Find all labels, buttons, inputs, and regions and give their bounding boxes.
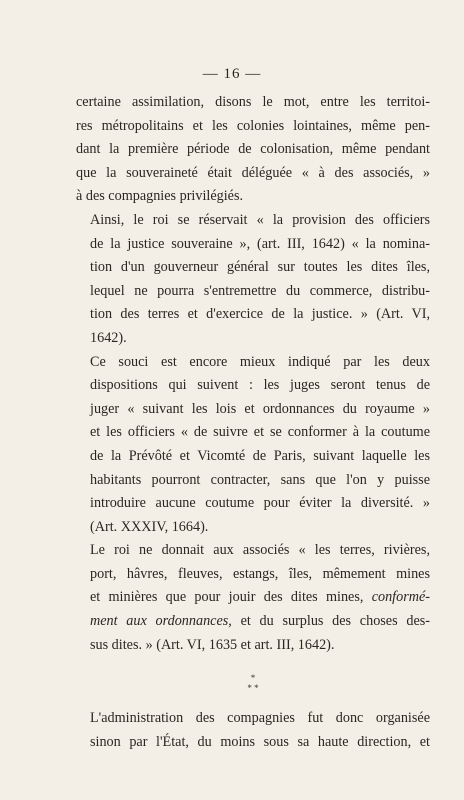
text-line: et les officiers « de suivre et se conformer à la coutume [90,424,430,441]
paragraph-1 [76,91,430,209]
text-line: sinon par l'État, du moins sous sa haute direction, et [90,733,430,750]
text-line: juger « suivant les lois et ordonnances du royaume » [90,400,430,417]
text-line: habitants pourront contracter, sans que l'on y puisse [90,471,430,488]
text-line: Ainsi, le roi se réservait « la provision des officiers [90,211,430,228]
text-line: Ce souci est encore mieux indiqué par les deux [90,353,430,370]
paragraph-3 [76,351,430,540]
text-line: dispositions qui suivent : les juges seront tenus de [90,377,430,394]
text-line: L'administration des compagnies fut donc organisée [90,710,430,727]
paragraph-2 [76,209,430,351]
separator-stars: * * [247,683,259,694]
page-number: — 16 — [202,66,262,82]
text-line: tion des terres et d'exercice de la justice. » (Art. VI, [90,306,430,323]
paragraph-4 [76,539,430,657]
text-line: tion d'un gouverneur général sur toutes les dites îles, [90,259,430,276]
text-line [76,610,430,634]
text-line: de la Prévôté et Vicomté de Paris, suivant laquelle les [90,447,430,464]
text-line: res métropolitains et les colonies lointaines, même pen- [76,117,430,134]
text-line: sus dites. » (Art. VI, 1635 et art. III, 1642). [90,636,335,653]
paragraph-5 [76,707,430,754]
text-fragment: et du surplus des choses des- [231,613,430,630]
text-line: Le roi ne donnait aux associés « les terres, rivières, [90,542,430,559]
text-line: certaine assimilation, disons le mot, entre les territoi- [76,94,430,110]
text-fragment: et minières que pour jouir des dites mines, [90,589,372,606]
text-line: de la justice souveraine », (art. III, 1642) « la nomina- [90,235,430,252]
italic-fragment: conformé- [371,589,430,606]
text-line: que la souveraineté était déléguée « à des associés, » [76,164,430,181]
text-line: lequel ne pourra s'entremettre du commerce, distribu- [90,282,430,299]
body-text [76,91,430,754]
italic-fragment: ment aux ordonnances, [90,613,232,630]
text-line: port, hâvres, fleuves, estangs, îles, mêmement mines [90,565,430,582]
text-line: 1642). [90,329,127,346]
section-separator [76,673,430,693]
text-line: à des compagnies privilégiés. [76,188,244,205]
text-line [76,586,430,610]
text-line: (Art. XXXIV, 1664). [90,518,209,535]
text-line: dant la première période de colonisation, même pendant [76,141,430,158]
text-line: introduire aucune coutume pour éviter la diversité. » [90,495,430,512]
separator-star: * [250,673,256,684]
